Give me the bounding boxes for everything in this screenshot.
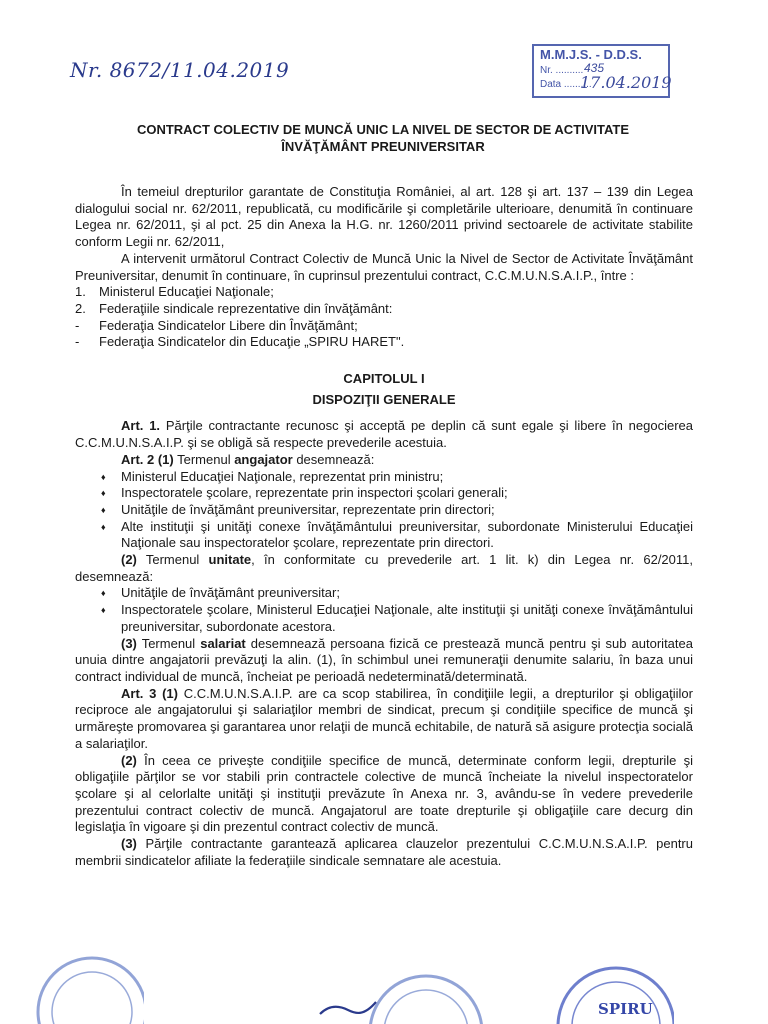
chapter-title: DISPOZIŢII GENERALE	[312, 391, 456, 407]
term-angajator: angajator	[234, 451, 293, 467]
article-3-3-text: Părţile contractante garantează aplicarea clauzelor prezentului C.C.M.U.N.S.A.I.P. pentru membrii sindicatelor afiliate la federaţiile sindicale semnatare ale acestuia.	[75, 836, 693, 868]
article-3-paragraph-3	[75, 836, 693, 869]
party-item	[75, 284, 693, 301]
list-item	[75, 602, 693, 635]
list-item	[75, 469, 693, 486]
article-2-2-text-b: , în conformitate cu prevederile art. 1 lit. k) din Legea nr. 62/2011, desemnează:	[75, 552, 693, 584]
party-marker: 2.	[75, 300, 86, 316]
title-line-1: CONTRACT COLECTIV DE MUNCĂ UNIC LA NIVEL DE SECTOR DE ACTIVITATE	[136, 122, 630, 137]
article-3-paragraph-1	[75, 686, 693, 753]
bullet-icon: ♦	[101, 521, 106, 532]
federation-item	[75, 318, 693, 335]
document-title	[60, 121, 706, 155]
round-stamp-right-icon	[554, 956, 674, 1024]
term-salariat: salariat	[200, 635, 246, 651]
party-marker: 1.	[75, 284, 86, 300]
party-item	[75, 301, 693, 318]
stamp-date-value: 17.04.2019	[580, 73, 672, 92]
bullet-icon: ♦	[101, 504, 106, 515]
angajator-item: Alte instituţii şi unităţi conexe învăţământului preuniversitar, subordonate Ministerului Educaţiei Naţionale sau inspectoratelor şcolare, reprezentate prin directori.	[121, 518, 693, 551]
article-2-paragraph-2	[75, 552, 693, 585]
article-2-3-text-a: Termenul	[136, 635, 201, 651]
article-2-1-text-b: desemnează:	[292, 451, 375, 467]
federation-marker: -	[75, 317, 80, 333]
article-3-paragraph-2	[75, 753, 693, 837]
article-3-label: Art. 3 (1)	[121, 685, 178, 701]
article-2-paragraph-1	[75, 452, 693, 469]
document-body	[75, 184, 693, 869]
angajator-item: Unităţile de învăţământ preuniversitar, reprezentate prin directori;	[121, 501, 495, 517]
round-stamp-left-icon	[34, 942, 144, 1024]
term-unitate: unitate	[208, 552, 252, 568]
article-2-1-lead: (1)	[154, 451, 174, 467]
registration-stamp	[532, 44, 670, 98]
list-item	[75, 485, 693, 502]
article-2-2-text-a: Termenul	[136, 552, 209, 568]
handwritten-registration-number: Nr. 8672/11.04.2019	[70, 58, 290, 82]
federation-text: Federaţia Sindicatelor din Educaţie „SPIRU HARET".	[99, 334, 405, 350]
article-2-3-lead: (3)	[121, 635, 137, 651]
list-item	[75, 502, 693, 519]
article-3-2-lead: (2)	[121, 752, 137, 768]
angajator-item: Ministerul Educaţiei Naţionale, reprezentat prin ministru;	[121, 468, 444, 484]
federation-marker: -	[75, 334, 80, 350]
round-stamp-middle-icon	[366, 968, 486, 1024]
article-1-label: Art. 1.	[121, 418, 161, 434]
stamp-title: M.M.J.S. - D.D.S.	[540, 47, 642, 62]
article-1	[75, 418, 693, 451]
unitate-item: Unităţile de învăţământ preuniversitar;	[121, 585, 340, 601]
party-text: Ministerul Educaţiei Naţionale;	[99, 284, 274, 300]
chapter-label: CAPITOLUL I	[343, 371, 425, 387]
list-item	[75, 519, 693, 552]
bullet-icon: ♦	[101, 588, 106, 599]
svg-text:SPIRU: SPIRU	[598, 1000, 653, 1018]
stamp-nr-value: 435	[584, 61, 605, 75]
federation-item	[75, 334, 693, 351]
article-1-text: Părţile contractante recunosc şi acceptă pe deplin că sunt egale şi libere în negocierea C.C.M.U.N.S.A.I.P. şi se obligă să respecte prevederile acestuia.	[75, 418, 694, 451]
bullet-icon: ♦	[101, 471, 106, 482]
title-line-2: ÎNVĂŢĂMÂNT PREUNIVERSITAR	[281, 139, 485, 154]
angajator-item: Inspectoratele şcolare, reprezentate prin inspectori şcolari generali;	[121, 485, 508, 501]
unitate-item: Inspectoratele şcolare, Ministerul Educaţiei Naţionale, alte instituţii şi unităţi conexe învăţământului preuniversitar, subordonate acestora.	[121, 602, 693, 634]
stamp-date-label: Data ..........	[540, 79, 592, 90]
article-2-2-lead: (2)	[121, 552, 137, 568]
federation-text: Federaţia Sindicatelor Libere din Învăţământ;	[99, 317, 358, 333]
bullet-icon: ♦	[101, 488, 106, 499]
intro-paragraph-1: În temeiul drepturilor garantate de Constituţia României, al art. 128 şi art. 137 – 139 din Legea dialogului social nr. 62/2011, republicată, cu modificările şi completările ulterioare, denumită în continuare Legea nr. 62/2011, şi al pct. 25 din Anexa la H.G. nr. 1260/2011 privind sectoarele de activitate stabilite conform Legii nr. 62/2011,	[75, 184, 693, 250]
article-2-label: Art. 2	[121, 451, 155, 467]
article-3-3-lead: (3)	[121, 836, 137, 852]
article-2-3-text-b: desemnează persoana fizică ce prestează muncă pentru şi sub autoritatea unuia dintre angajatorii prevăzuţi la alin. (1), în schimbul unei remuneraţii denumite salariu, în baza unui contract individual de muncă, încheiat pe perioadă nedeterminată/determinată.	[75, 635, 693, 684]
stamp-nr-label: Nr. ..........	[540, 65, 584, 76]
article-3-2-text: În ceea ce priveşte condiţiile specifice de muncă, determinate conform legii, drepturile şi obligaţiile părţilor se vor stabili prin contractele colective de muncă încheiate la nivelul inspectoratelor şcolare şi al celorlalte unităţi şi instituţii prevăzute în Anexa nr. 3, avându-se în vedere prevederile prezentului contract colectiv de muncă. Angajatorul are toate drepturile şi obligaţiile care decurg din legislaţia în vigoare şi din prezentul contract colectiv de muncă.	[75, 752, 693, 835]
party-text: Federaţiile sindicale reprezentative din învăţământ:	[99, 300, 393, 316]
article-2-1-text-a: Termenul	[173, 451, 235, 467]
intro-paragraph-2: A intervenit următorul Contract Colectiv de Muncă Unic la Nivel de Sector de Activitate Învăţământ Preuniversitar, denumit în continuare, în cuprinsul prezentului contract, C.C.M.U.N.S.A.I.P., între :	[75, 250, 693, 283]
article-3-1-text: C.C.M.U.N.S.A.I.P. are ca scop stabilirea, în condiţiile legii, a drepturilor şi obligaţiilor reciproce ale angajatorului şi salariaţilor membri de sindicat, precum şi condiţiile specifice de muncă şi urmăreşte promovarea şi garantarea unor relaţii de muncă echitabile, de natură să asigure protecţia socială a salariaţilor.	[75, 685, 693, 751]
bullet-icon: ♦	[101, 605, 106, 616]
list-item	[75, 585, 693, 602]
article-2-paragraph-3	[75, 636, 693, 686]
